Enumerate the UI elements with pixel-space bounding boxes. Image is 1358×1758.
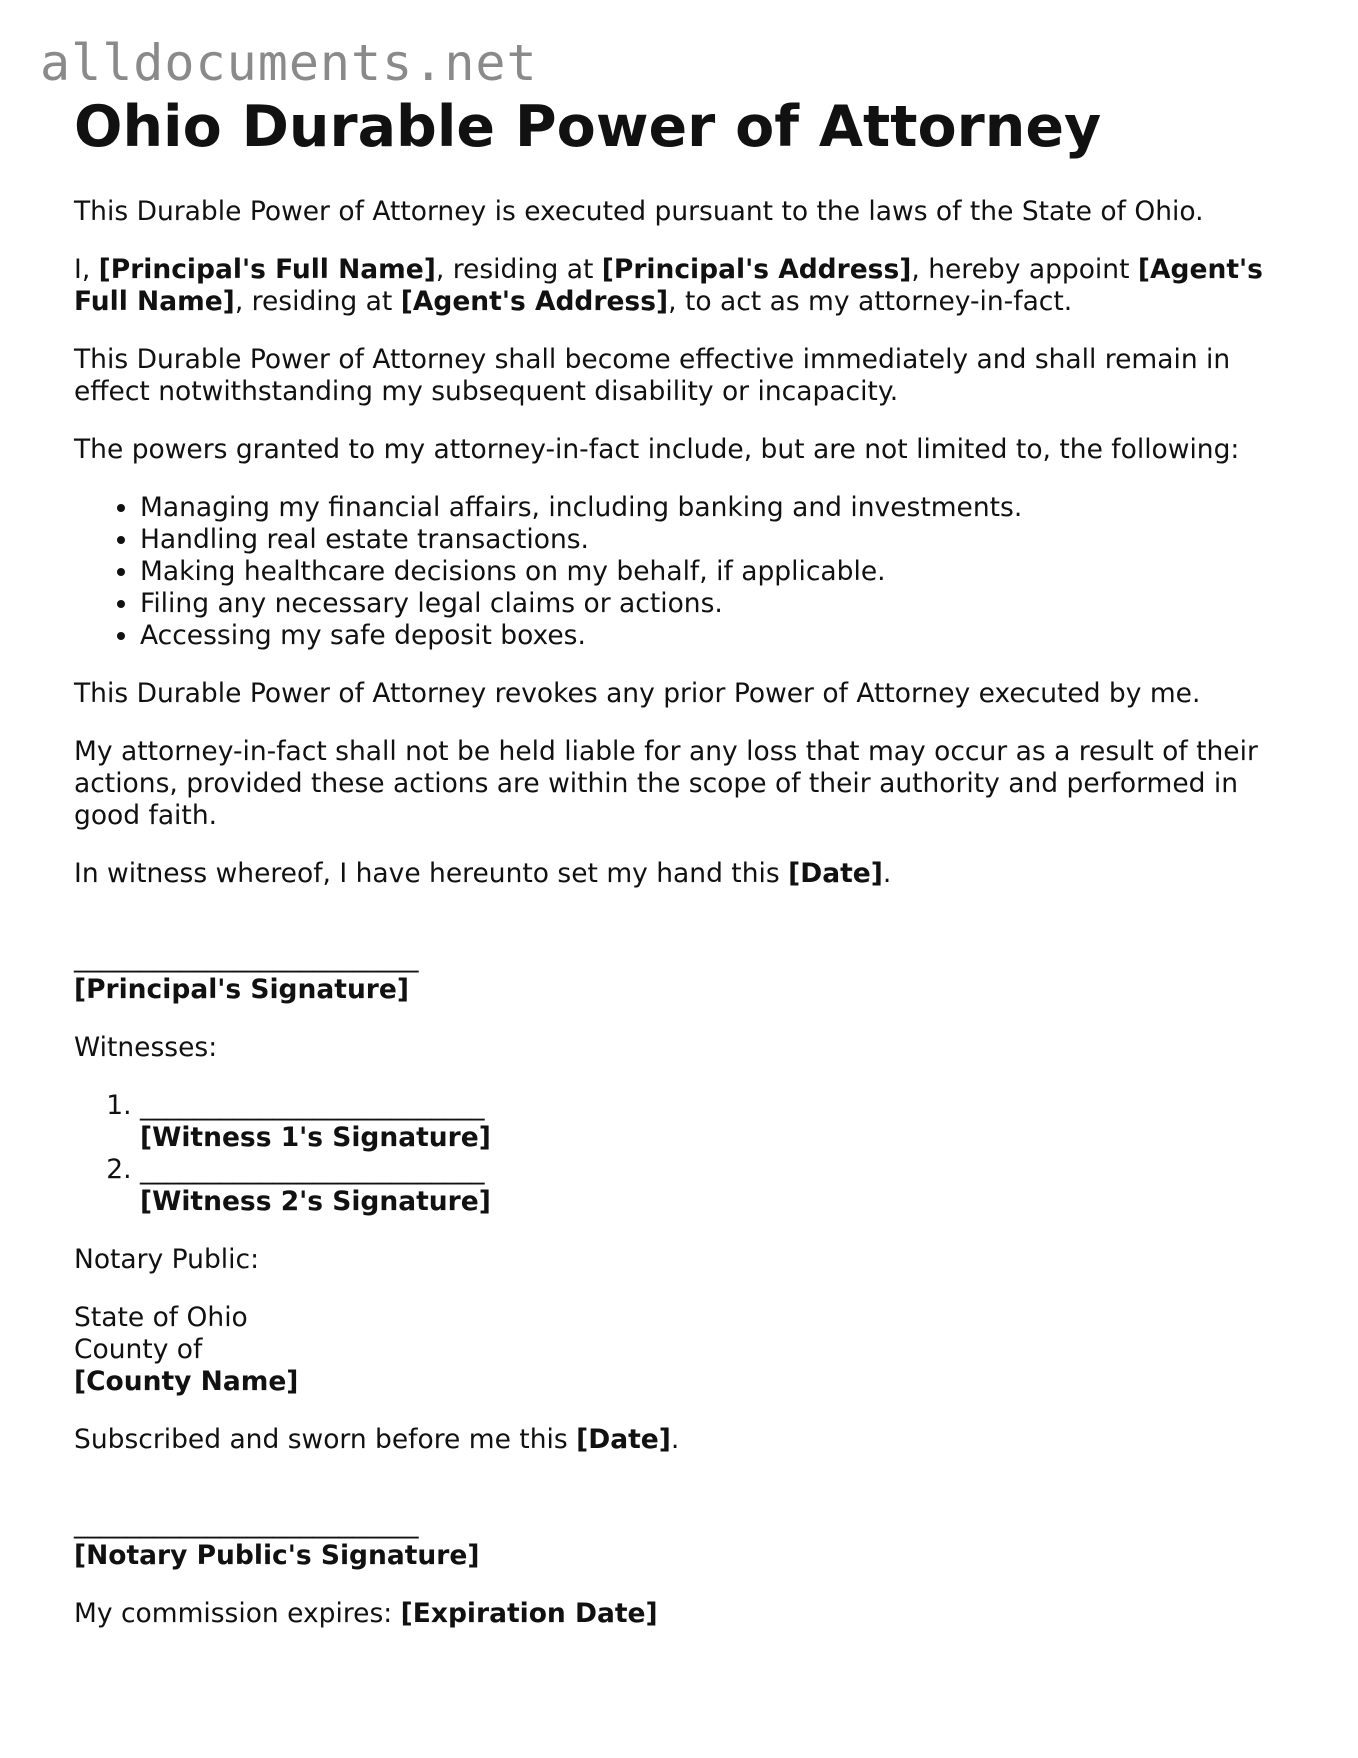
notary-signature-block	[74, 1508, 1274, 1572]
document-title: Ohio Durable Power of Attorney	[74, 94, 1102, 160]
witness-2-signature-label: [Witness 2's Signature]	[140, 1186, 491, 1217]
signature-line: 1. __________________________	[140, 1090, 485, 1121]
site-watermark: alldocuments.net	[40, 34, 538, 92]
witness-item	[140, 1154, 1274, 1218]
power-item: • Accessing my safe deposit boxes.	[140, 620, 1274, 652]
revocation-paragraph: This Durable Power of Attorney revokes any prior Power of Attorney executed by me.	[74, 678, 1201, 709]
effective-paragraph: This Durable Power of Attorney shall become effective immediately and shall remain in effect notwithstanding my subsequent disability or incapacity.	[74, 344, 1231, 407]
principal-name-field: [Principal's Full Name]	[98, 254, 436, 285]
power-item: • Filing any necessary legal claims or actions.	[140, 588, 1274, 620]
powers-list	[74, 492, 1274, 652]
liability-paragraph: My attorney-in-fact shall not be held liable for any loss that may occur as a result of their actions, provided these actions are within the scope of their authority and performed in good faith.	[74, 736, 1258, 831]
venue-block	[74, 1302, 1274, 1398]
expiration-date-field: [Expiration Date]	[400, 1598, 658, 1629]
sworn-paragraph: Subscribed and sworn before me this [Date].	[74, 1424, 680, 1455]
power-item: • Managing my financial affairs, including banking and investments.	[140, 492, 1274, 524]
execution-date-field: [Date]	[788, 858, 883, 889]
witness-clause: In witness whereof, I have hereunto set my hand this [Date].	[74, 858, 892, 889]
witness-list	[74, 1090, 1274, 1218]
notary-label: Notary Public:	[74, 1244, 260, 1275]
witnesses-label: Witnesses:	[74, 1032, 218, 1063]
agent-name-field: [Agent's Full Name]	[74, 254, 1263, 317]
principal-signature-label: [Principal's Signature]	[74, 974, 409, 1005]
state-line: State of Ohio	[74, 1302, 248, 1333]
intro-paragraph: This Durable Power of Attorney is executed pursuant to the laws of the State of Ohio.	[74, 196, 1204, 227]
county-name-field: [County Name]	[74, 1366, 299, 1397]
county-line: County of [County Name]	[74, 1334, 299, 1397]
notary-signature-label: [Notary Public's Signature]	[74, 1540, 480, 1571]
witness-1-signature-label: [Witness 1's Signature]	[140, 1122, 491, 1153]
agent-address-field: [Agent's Address]	[400, 286, 669, 317]
powers-intro: The powers granted to my attorney-in-fact include, but are not limited to, the following:	[74, 434, 1240, 465]
power-item: • Handling real estate transactions.	[140, 524, 1274, 556]
principal-signature-block	[74, 942, 1274, 1006]
signature-line: __________________________	[74, 1508, 419, 1539]
appointment-paragraph: I, [Principal's Full Name], residing at [Principal's Address], hereby appoint [Agent's Full Name], residing at [Agent's Address], to act as my attorney-in-fact.	[74, 254, 1263, 317]
signature-line: __________________________	[74, 942, 419, 973]
witness-item	[140, 1090, 1274, 1154]
commission-paragraph: My commission expires: [Expiration Date]	[74, 1598, 658, 1629]
power-item: • Making healthcare decisions on my behalf, if applicable.	[140, 556, 1274, 588]
signature-line: 2. __________________________	[140, 1154, 485, 1185]
principal-address-field: [Principal's Address]	[601, 254, 912, 285]
sworn-date-field: [Date]	[576, 1424, 671, 1455]
document-body	[74, 92, 1274, 1656]
